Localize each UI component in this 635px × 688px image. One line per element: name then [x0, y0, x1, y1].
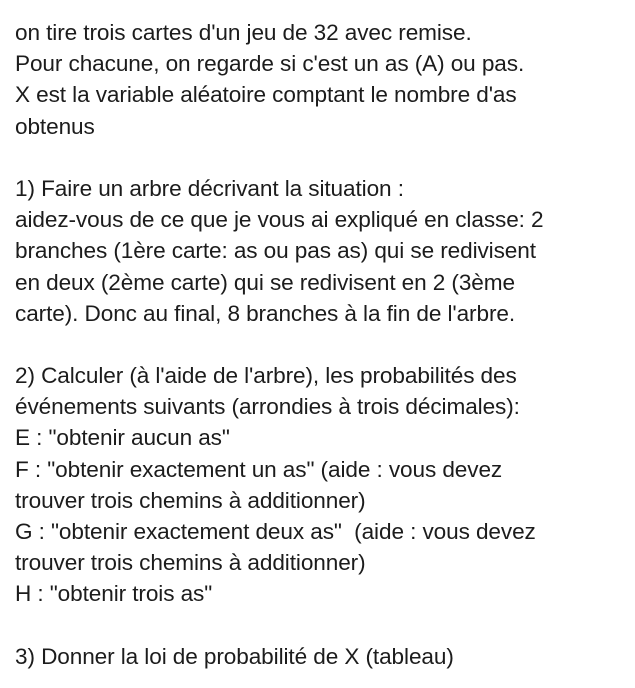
event-e: E : "obtenir aucun as"	[15, 425, 230, 451]
intro-line: on tire trois cartes d'un jeu de 32 avec remise.	[15, 20, 472, 45]
question-1-line: aidez-vous de ce que je vous ai expliqué en classe: 2	[15, 207, 544, 233]
event-f-hint: trouver trois chemins à additionner)	[15, 487, 366, 513]
question-3	[15, 641, 627, 672]
intro-line: X est la variable aléatoire comptant le nombre d'as	[15, 82, 517, 108]
event-h: H : "obtenir trois as"	[15, 581, 213, 607]
paragraph-spacer	[15, 142, 627, 173]
question-1-line: branches (1ère carte: as ou pas as) qui se redivisent	[15, 238, 536, 264]
paragraph-spacer	[15, 329, 627, 360]
paragraph-spacer	[15, 610, 627, 641]
event-f: F : "obtenir exactement un as" (aide : vous devez	[15, 456, 503, 482]
exercise-text	[15, 17, 627, 672]
question-3-line: 3) Donner la loi de probabilité de X (tableau)	[15, 643, 454, 669]
question-1-line: 1) Faire un arbre décrivant la situation :	[15, 175, 404, 201]
event-g: G : "obtenir exactement deux as" (aide : vous devez	[15, 519, 536, 544]
question-2-line: 2) Calculer (à l'aide de l'arbre), les probabilités des	[15, 363, 517, 389]
intro-line: obtenus	[15, 113, 95, 139]
event-g-hint: trouver trois chemins à additionner)	[15, 550, 366, 576]
question-1-line: en deux (2ème carte) qui se redivisent en 2 (3ème	[15, 269, 515, 295]
question-1-line: carte). Donc au final, 8 branches à la fin de l'arbre.	[15, 300, 516, 326]
question-1	[15, 173, 627, 329]
intro-paragraph	[15, 17, 627, 142]
intro-line: Pour chacune, on regarde si c'est un as (A) ou pas.	[15, 51, 525, 77]
question-2	[15, 360, 627, 610]
question-2-line: événements suivants (arrondies à trois décimales):	[15, 394, 520, 420]
